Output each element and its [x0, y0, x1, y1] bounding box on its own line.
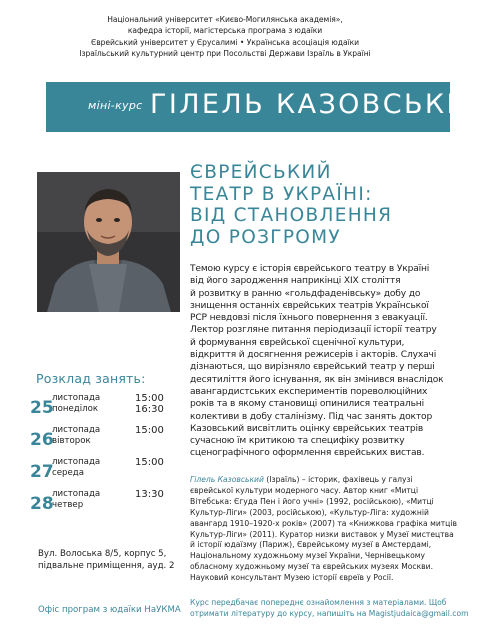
registration-note	[190, 598, 469, 620]
lecturer-bio	[190, 475, 457, 584]
schedule-day: 27	[30, 462, 54, 482]
schedule-day: 26	[30, 430, 54, 450]
description-line: сучасною їм критикою та специфіку розвитку	[190, 436, 405, 447]
bio-line: Національному художньому музеї України, Чернівецькому	[190, 551, 425, 561]
course-title-line: ВІД СТАНОВЛЕННЯ	[190, 205, 393, 226]
address-line: підвальне приміщення, ауд. 2	[38, 560, 175, 571]
venue-address	[38, 549, 188, 572]
bio-line: авангард 1910–1920-х років» (2007) та «Книжкова графіка митців	[190, 518, 457, 528]
schedule-weekday: понеділок	[52, 404, 99, 414]
schedule-title: Розклад занять:	[36, 371, 146, 386]
description-line: РСР невдовзі після їхнього повернення з евакуації.	[190, 313, 428, 324]
bio-line: обласному художньому музеї та єврейських музеях Москви.	[190, 562, 433, 572]
office-name: Офіс програм з юдаїки НаУКМА	[38, 605, 181, 615]
footer-line: Курс передбачає попереднє ознайомлення з матеріалами. Щоб	[190, 598, 447, 607]
schedule-item	[30, 489, 165, 519]
description-line: від його зародження наприкінці XIX століття	[190, 276, 401, 287]
schedule-item	[30, 393, 165, 423]
schedule-item	[30, 457, 165, 487]
bio-line: Науковий консультант Музею історії євреїв у Росії.	[190, 573, 394, 583]
description-line: й розвитку в ранню «гольдфаденівську» добу до	[190, 288, 421, 299]
course-title-line: ЄВРЕЙСЬКИЙ	[190, 162, 332, 183]
description-line: відкриття й досягнення режисерів і акторів. Слухачі	[190, 350, 437, 361]
schedule-time: 15:00	[135, 457, 164, 468]
bio-line: Культур-Ліги» (2011). Куратор низки виставок у Музеї мистецтва	[190, 529, 454, 539]
bio-first-line-rest: (Ізраїль) – історик, фахівець у галузі	[263, 475, 413, 484]
address-line: Вул. Волоська 8/5, корпус 5,	[38, 549, 167, 559]
organizer-line: Національний університет «Києво-Могилянська академія»,	[107, 15, 343, 24]
schedule-month: листопада	[52, 425, 101, 435]
schedule-weekday: вівторок	[52, 436, 91, 446]
schedule-day: 28	[30, 494, 54, 514]
course-title-line: ТЕАТР В УКРАЇНІ:	[190, 183, 373, 205]
description-line: сценографічного оформлення єврейських вистав.	[190, 448, 425, 459]
organizer-line: Єврейський університет у Єрусалимі • Українська асоціація юдаїки	[90, 37, 360, 47]
bio-line: Вітебська: Єгуда Пен і його учні» (1992, російською), «Митці	[190, 496, 434, 506]
organizer-line: Ізраїльський культурний центр при Посольстві Держави Ізраїль в Україні	[79, 48, 371, 58]
lecturer-photo	[37, 172, 180, 312]
description-line: Темою курсу є історія єврейського театру в Україні	[190, 264, 430, 274]
bio-name: Гілель Казовський	[190, 475, 264, 484]
description-line: знищення останніх єврейських театрів Української	[190, 300, 429, 311]
bio-first-line	[190, 475, 448, 486]
footer-line: отримати літературу до курсу, напишіть на Magistjudaica@gmail.com	[190, 608, 469, 618]
lecturer-name: ГІЛЕЛЬ КАЗОВСЬКИЙ	[150, 89, 492, 120]
description-line: Лектор розгляне питання періодизації історії театру	[190, 325, 437, 336]
portrait-illustration	[37, 172, 180, 312]
course-title	[190, 162, 440, 248]
mini-course-label: міні-курс	[88, 99, 143, 112]
description-line: й формування єврейської сценічної культури,	[190, 337, 405, 348]
description-line: колективи в добу сталінізму. Під час занять доктор	[190, 411, 433, 422]
description-line: років та в якому становищі опинилися театральні	[190, 399, 424, 410]
schedule-month: листопада	[52, 393, 101, 403]
schedule-time: 15:00 16:30	[135, 393, 164, 415]
schedule-item	[30, 425, 165, 455]
schedule-time: 13:30	[135, 489, 164, 500]
schedule-weekday: четвер	[52, 500, 84, 510]
course-title-line: ДО РОЗГРОМУ	[190, 226, 342, 248]
lecturer-banner	[46, 82, 492, 132]
schedule-day: 25	[30, 398, 54, 418]
description-line: дізнаються, що вирізняло єврейський театр у перші	[190, 362, 435, 373]
organizer-line: кафедра історії, магістерська програма з юдаїки	[127, 26, 323, 36]
description-line: авангардистських експериментів пореволюційних	[190, 386, 428, 397]
schedule-weekday: середа	[52, 468, 84, 478]
bio-line: й історії юдаїзму (Париж), Єврейському музеї в Амстердамі,	[190, 540, 432, 550]
description-line: десятиліття його існування, як він змінився внаслідок	[190, 374, 444, 385]
organizers-header	[0, 14, 450, 59]
bio-line: єврейської культури модерного часу. Автор книг «Митці	[190, 485, 419, 495]
schedule-time: 15:00	[135, 425, 164, 436]
schedule-month: листопада	[52, 489, 101, 499]
description-line: Казовський висвітлить оцінку єврейських театрів	[190, 423, 424, 434]
schedule-month: листопада	[52, 457, 101, 467]
bio-line: Культур-Ліги» (2003, російською), «Культур-Ліга: художній	[190, 507, 429, 517]
course-description	[190, 263, 448, 460]
